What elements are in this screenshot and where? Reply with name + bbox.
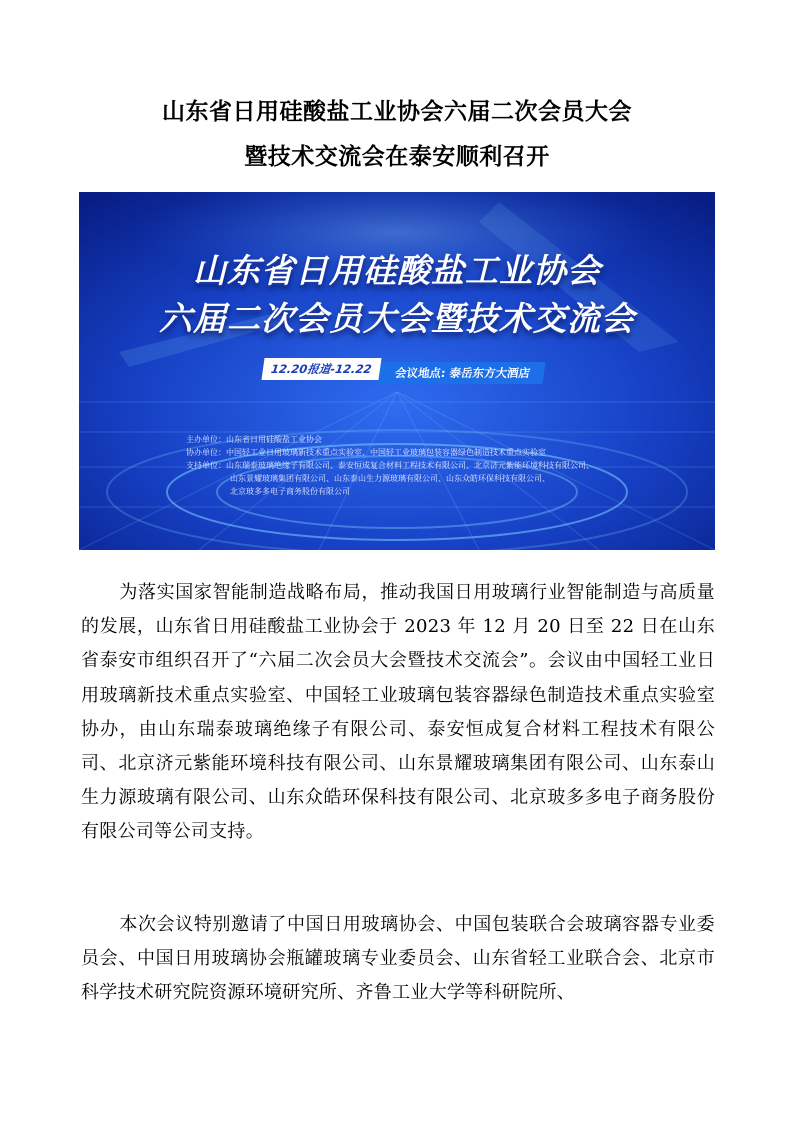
event-banner-image xyxy=(79,192,715,550)
banner-supporter-line: 支持单位：山东瑞泰玻璃绝缘子有限公司、泰安恒成复合材料工程技术有限公司、北京济元紫能环境科技有限公司、 xyxy=(186,461,594,470)
body-paragraph-1-text: 为落实国家智能制造战略布局，推动我国日用玻璃行业智能制造与高质量的发展，山东省日用硅酸盐工业协会于 2023 年 12 月 20 日至 22 日在山东省泰安市组织召开了“六届二次会员大会暨技术交流会”。会议由中国轻工业日用玻璃新技术重点实验室、中国轻工业玻璃包装容器绿色制造技术重点实验室协办，由山东瑞泰玻璃绝缘子有限公司、泰安恒成复合材料工程技术有限公司、北京济元紫能环境科技有限公司、山东景耀玻璃集团有限公司、山东泰山生力源玻璃有限公司、山东众皓环保科技有限公司、北京玻多多电子商务股份有限公司等公司支持。 xyxy=(81,582,715,843)
banner-organizer-line: 主办单位：山东省日用硅酸盐工业协会 xyxy=(186,435,322,444)
banner-supporter-line: 山东景耀玻璃集团有限公司、山东泰山生力源玻璃有限公司、山东众皓环保科技有限公司、 xyxy=(230,474,550,483)
banner-date-badge: 12.20报道-12.22 xyxy=(261,358,381,380)
body-paragraph-1 xyxy=(81,576,715,850)
article-title-line-1: 山东省日用硅酸盐工业协会六届二次会员大会 xyxy=(162,98,632,125)
banner-headline-line-2: 六届二次会员大会暨技术交流会 xyxy=(159,299,635,338)
article-title-line-2: 暨技术交流会在泰安顺利召开 xyxy=(244,143,550,170)
banner-co-organizer-line: 协办单位：中国轻工业日用玻璃新技术重点实验室、中国轻工业玻璃包装容器绿色制造技术重点实验室 xyxy=(186,448,546,457)
body-paragraph-2-text: 本次会议特别邀请了中国日用玻璃协会、中国包装联合会玻璃容器专业委员会、中国日用玻璃协会瓶罐玻璃专业委员会、山东省轻工业联合会、北京市科学技术研究院资源环境研究所、齐鲁工业大学等科研院所、 xyxy=(81,914,715,1004)
banner-location-badge: 会议地点: 泰岳东方大酒店 xyxy=(375,362,545,384)
body-paragraph-2 xyxy=(81,908,715,1011)
banner-headline-line-1: 山东省日用硅酸盐工业协会 xyxy=(193,251,601,290)
banner-supporter-line: 北京玻多多电子商务股份有限公司 xyxy=(230,487,350,496)
